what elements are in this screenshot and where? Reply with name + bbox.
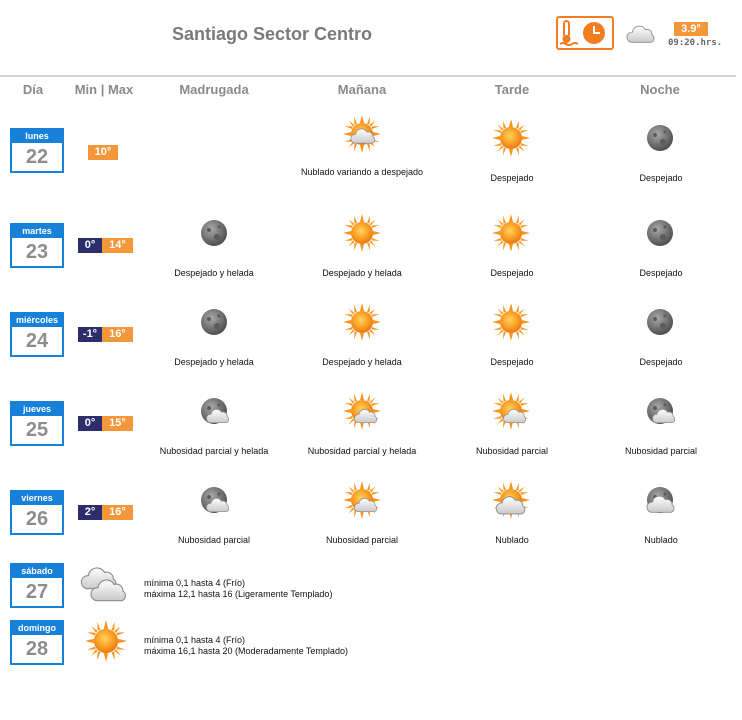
sun-icon [342,302,382,342]
moon-icon [194,213,234,253]
day-date: 24 [25,330,49,352]
moon-icon [194,302,234,342]
forecast-madrugada: Despejado y helada [174,357,254,367]
forecast-manana: Nubosidad parcial [325,535,399,545]
moon-cloud-icon [640,480,680,520]
moon-cloud-icon [194,480,234,520]
max-temp: 16° [102,327,133,342]
temp-range-min: mínima 0,1 hasta 4 (Frío) [144,635,246,645]
day-card-27 [10,563,64,608]
current-time: 09:20.hrs. [668,38,723,48]
col-manana: Mañana [337,82,387,97]
sun-icon [342,213,382,253]
forecast-manana: Nubosidad parcial y helada [307,446,417,456]
forecast-noche: Nubosidad parcial [624,446,698,456]
day-name: sábado [12,565,62,578]
sun-cloudy-icon [491,480,531,520]
day-name: jueves [12,403,62,416]
min-temp: 0° [78,238,102,253]
moon-icon [640,302,680,342]
temp-range-min: mínima 0,1 hasta 4 (Frío) [144,578,246,588]
temp-range-max: máxima 16,1 hasta 20 (Moderadamente Templado) [144,646,348,656]
forecast-tarde: Despejado [490,268,534,278]
thermometer-clock-icon[interactable] [556,16,614,50]
page-title: Santiago Sector Centro [172,24,373,44]
forecast-tarde: Nubosidad parcial [475,446,549,456]
forecast-madrugada: Nubosidad parcial y helada [159,446,269,456]
max-temp: 10° [88,145,118,160]
day-card-22 [10,128,64,173]
cloud-icon [78,560,130,608]
sun-icon [84,619,128,663]
moon-cloud-icon [194,391,234,431]
max-temp: 16° [102,505,133,520]
sun-cloud-icon [342,391,382,431]
temp-range-max: máxima 12,1 hasta 16 (Ligeramente Templado) [144,589,333,599]
max-temp: 15° [102,416,133,431]
min-temp: 0° [78,416,102,431]
day-name: martes [12,225,62,238]
sun-cloud-icon [342,480,382,520]
sun-cloud-icon [491,391,531,431]
day-name: lunes [12,130,62,143]
day-card-25 [10,401,64,446]
day-card-24 [10,312,64,357]
forecast-tarde: Despejado [490,173,534,183]
min-temp: 2° [78,505,102,520]
col-tarde: Tarde [494,82,530,97]
day-date: 26 [25,508,49,530]
day-date: 23 [25,241,49,263]
sun-icon [491,118,531,158]
moon-icon [640,213,680,253]
col-day: Día [22,82,44,97]
day-date: 25 [25,419,49,441]
col-madrugada: Madrugada [179,82,249,97]
day-date: 22 [25,146,49,168]
forecast-madrugada: Despejado y helada [174,268,254,278]
forecast-noche: Nublado [644,535,678,545]
moon-cloud-icon [640,391,680,431]
day-card-23 [10,223,64,268]
max-temp: 14° [102,238,133,253]
day-date: 28 [25,638,49,660]
header-divider [0,75,736,77]
day-name: domingo [12,622,62,635]
moon-icon [640,118,680,158]
min-temp: -1° [78,327,102,342]
forecast-manana: Nublado variando a despejado [300,167,424,177]
day-name: miércoles [12,314,62,327]
current-temp-badge: 3.9° [674,22,708,36]
sun-icon [491,302,531,342]
day-date: 27 [25,581,49,603]
sun-icon [491,213,531,253]
cloud-icon [624,16,658,50]
col-minmax: Min | Max [74,82,134,97]
forecast-noche: Despejado [639,268,683,278]
forecast-manana: Despejado y helada [322,268,402,278]
forecast-noche: Despejado [639,357,683,367]
forecast-tarde: Despejado [490,357,534,367]
forecast-tarde: Nublado [495,535,529,545]
col-noche: Noche [640,82,680,97]
forecast-noche: Despejado [639,173,683,183]
day-card-26 [10,490,64,535]
day-card-28 [10,620,64,665]
forecast-manana: Despejado y helada [322,357,402,367]
day-name: viernes [12,492,62,505]
sun-cloud-icon [342,114,382,154]
forecast-madrugada: Nubosidad parcial [177,535,251,545]
